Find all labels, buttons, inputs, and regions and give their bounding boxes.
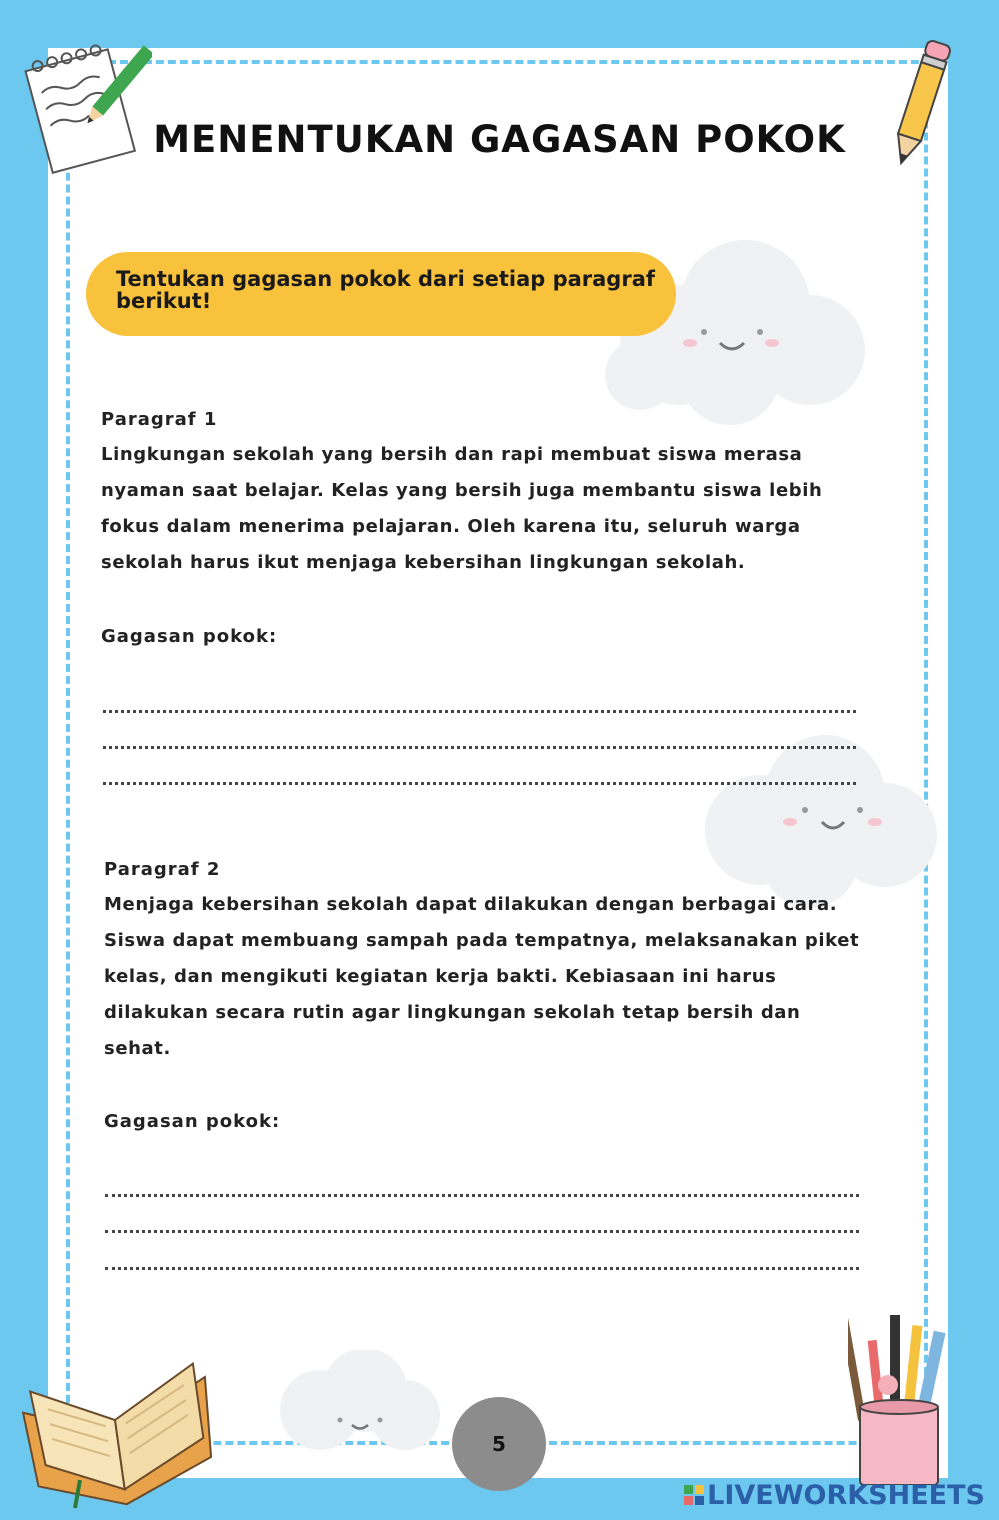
liveworksheets-logo[interactable] (684, 1478, 985, 1512)
pencil-cup-icon (848, 1310, 948, 1485)
cloud-decoration-middle (690, 730, 940, 910)
page-number: 5 (452, 1397, 546, 1491)
paragraph-1-answer-label: Gagasan pokok: (101, 626, 278, 647)
cloud-decoration-bottom (270, 1350, 440, 1450)
answer-line[interactable] (105, 1267, 859, 1270)
answer-line[interactable] (103, 746, 856, 749)
paragraph-1-text: Lingkungan sekolah yang bersih dan rapi membuat siswa merasa nyaman saat belajar. Kelas yang bersih juga membantu siswa lebih fokus dalam menerima pelajaran. Oleh karena itu, seluruh warga sekolah harus ikut menjaga kebersihan lingkungan sekolah. (101, 444, 823, 573)
paragraph-2-answer-label: Gagasan pokok: (104, 1111, 281, 1132)
liveworksheets-brand-text: LIVEWORKSHEETS (707, 1479, 985, 1511)
instruction-banner: Tentukan gagasan pokok dari setiap paragraf berikut! (86, 252, 676, 336)
paragraph-2-heading: Paragraf 2 (104, 859, 221, 880)
liveworksheets-badge-icon (684, 1485, 704, 1505)
answer-line[interactable] (105, 1194, 859, 1197)
answer-line[interactable] (103, 710, 856, 713)
book-icon (10, 1330, 225, 1510)
page-title: MENENTUKAN GAGASAN POKOK (153, 118, 846, 161)
paragraph-1-heading: Paragraf 1 (101, 409, 218, 430)
answer-line[interactable] (103, 782, 856, 785)
paragraph-2-text: Menjaga kebersihan sekolah dapat dilakukan dengan berbagai cara. Siswa dapat membuang sampah pada tempatnya, melaksanakan piket kelas, dan mengikuti kegiatan kerja bakti. Kebiasaan ini harus dilakukan secara rutin agar lingkungan sekolah tetap bersih dan sehat. (104, 894, 860, 1059)
answer-line[interactable] (105, 1230, 859, 1233)
